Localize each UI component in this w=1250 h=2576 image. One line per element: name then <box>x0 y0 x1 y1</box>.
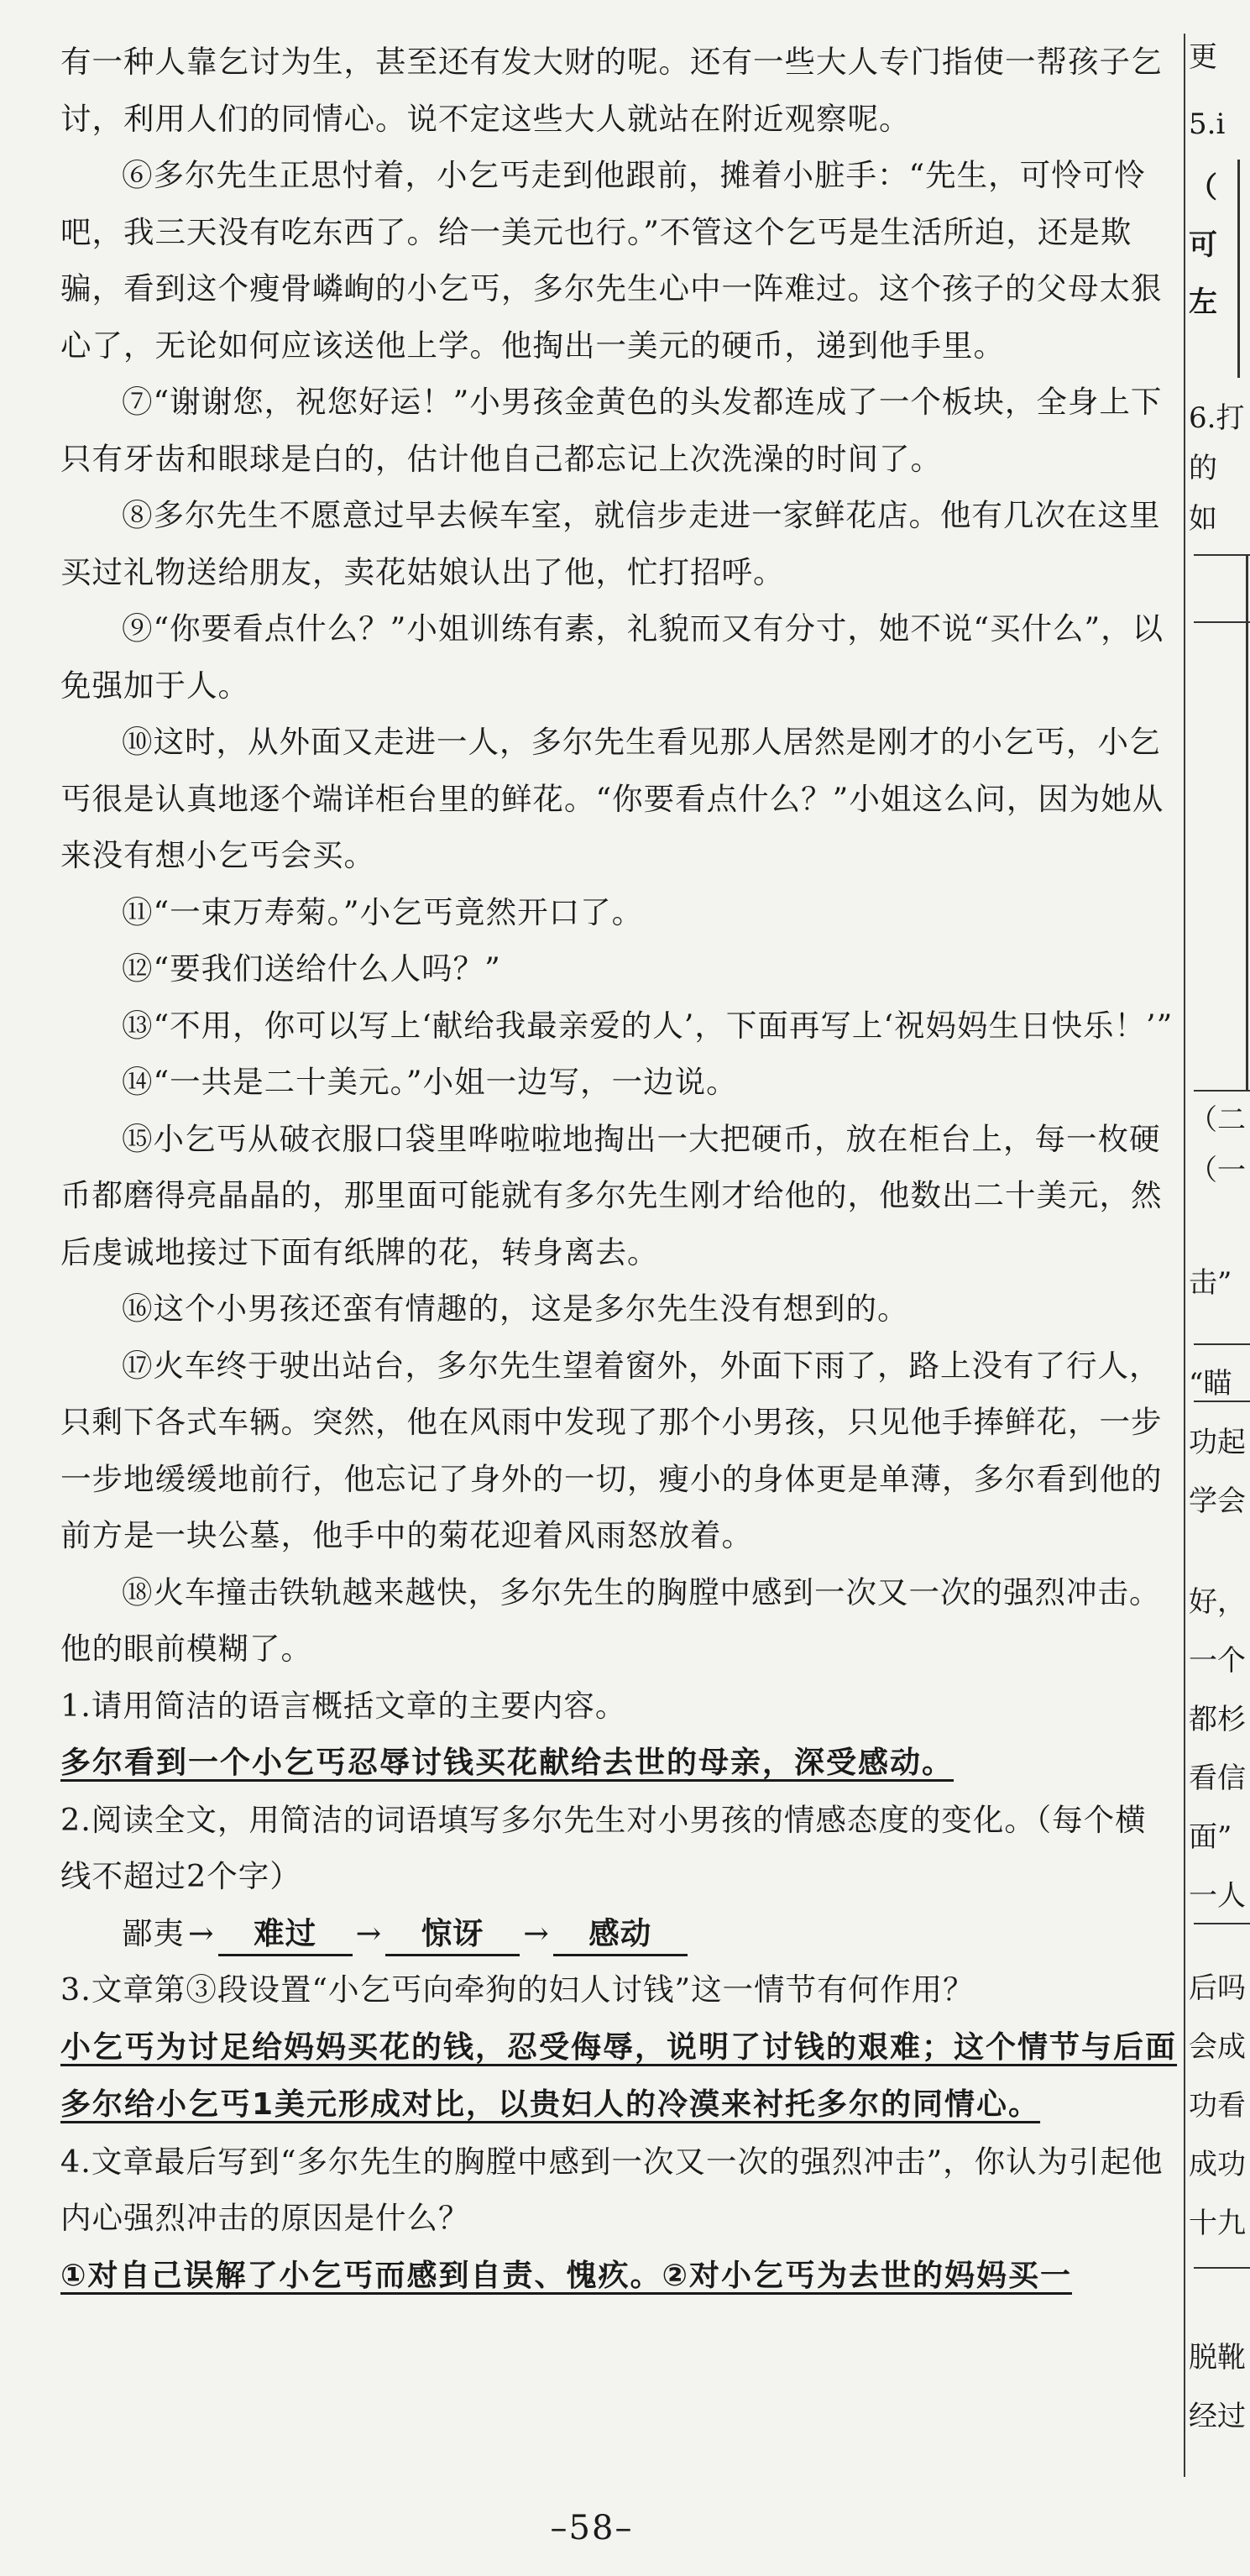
right-fragment: 十九 <box>1189 2207 1246 2240</box>
right-fragment: 面” <box>1189 1820 1232 1854</box>
right-rule <box>1194 1923 1250 1924</box>
blank-3: 感动 <box>553 1914 688 1956</box>
right-fragment: 都杉 <box>1189 1703 1246 1736</box>
question-1: 1.请用简洁的语言概括文章的主要内容。 <box>60 1687 627 1724</box>
paragraph-6: ⑥多尔先生正思忖着，小乞丐走到他跟前，摊着小脏手：“先生，可怜可怜吧，我三天没有吃东西了。给一美元也行。”不管这个乞丐是生活所迫，还是欺骗，看到这个瘦骨嶙峋的小乞丐，多尔先生心中一阵难过。这个孩子的父母太狠心了，无论如何应该送他上学。他掏出一美元的硬币，递到他手里。 <box>60 157 1163 364</box>
paragraph-14: ⑭“一共是二十美元。”小姐一边写，一边说。 <box>122 1064 738 1100</box>
right-column-fragment <box>1189 0 1250 2576</box>
right-table-line <box>1194 621 1250 623</box>
right-fragment: （一 <box>1189 1154 1246 1187</box>
right-fragment: （ <box>1189 171 1217 205</box>
answer-2-chain <box>60 1905 1177 1962</box>
question-2: 2.阅读全文，用简洁的词语填写多尔先生对小男孩的情感态度的变化。（每个横线不超过2个字） <box>60 1801 1147 1894</box>
right-table-border <box>1246 554 1248 1092</box>
paragraph-17: ⑰火车终于驶出站台，多尔先生望着窗外，外面下雨了，路上没有了行人，只剩下各式车辆。突然，他在风雨中发现了那个小男孩，只见他手捧鲜花，一步一步地缓缓地前行，他忘记了身外的一切，瘦小的身体更是单薄，多尔看到他的前方是一块公墓，他手中的菊花迎着风雨怒放着。 <box>60 1347 1163 1553</box>
right-table-line <box>1194 1090 1250 1092</box>
paragraph-8: ⑧多尔先生不愿意过早去候车室，就信步走进一家鲜花店。他有几次在这里买过礼物送给朋友，卖花姑娘认出了他，忙打招呼。 <box>60 497 1161 590</box>
right-fragment: 功起 <box>1189 1426 1246 1459</box>
paragraph-16: ⑯这个小男孩还蛮有情趣的，这是多尔先生没有想到的。 <box>122 1291 909 1327</box>
arrow-1: → <box>188 1914 215 1951</box>
column-divider <box>1184 34 1185 2477</box>
right-fragment: 的 <box>1189 452 1217 485</box>
answer-1: 多尔看到一个小乞丐忍辱讨钱买花献给去世的母亲，深受感动。 <box>60 1746 954 1780</box>
answer-3: 小乞丐为讨足给妈妈买花的钱，忍受侮辱，说明了讨钱的艰难；这个情节与后面多尔给小乞丐1美元形成对比，以贵妇人的冷漠来衬托多尔的同情心。 <box>60 2029 1178 2122</box>
paragraph-10: ⑩这时，从外面又走进一人，多尔先生看见那人居然是刚才的小乞丐，小乞丐很是认真地逐个端详柜台里的鲜花。“你要看点什么？”小姐这么问，因为她从来没有想小乞丐会买。 <box>60 724 1164 873</box>
paragraph-7: ⑦“谢谢您，祝您好运！”小男孩金黄色的头发都连成了一个板块，全身上下只有牙齿和眼球是白的，估计他自己都忘记上次洗澡的时间了。 <box>60 384 1163 477</box>
right-fragment: 6.打 <box>1189 401 1245 435</box>
paragraph-15: ⑮小乞丐从破衣服口袋里哗啦啦地掏出一大把硬币，放在柜台上，每一枚硬币都磨得亮晶晶的，那里面可能就有多尔先生刚才给他的，他数出二十美元，然后虔诚地接过下面有纸牌的花，转身离去。 <box>60 1120 1163 1270</box>
paragraph-12: ⑫“要我们送给什么人吗？” <box>122 950 501 987</box>
blank-1: 难过 <box>218 1914 353 1956</box>
right-fragment: 成功 <box>1189 2148 1246 2181</box>
right-fragment: 可 <box>1189 228 1217 262</box>
right-fragment: “瞄 <box>1189 1367 1232 1401</box>
right-fragment: 一个 <box>1189 1644 1246 1678</box>
right-fragment: 功看 <box>1189 2089 1246 2123</box>
right-bracket-line <box>1237 160 1240 378</box>
paragraph-5-continued: 有一种人靠乞讨为生，甚至还有发大财的呢。还有一些大人专门指使一帮孩子乞讨，利用人们的同情心。说不定这些大人就站在附近观察呢。 <box>60 44 1163 137</box>
right-fragment: 更 <box>1189 40 1217 74</box>
blank-2: 惊讶 <box>385 1914 520 1956</box>
right-fragment: 学会 <box>1189 1484 1246 1518</box>
arrow-3: → <box>523 1914 550 1951</box>
answer-4: ①对自己误解了小乞丐而感到自责、愧疚。②对小乞丐为去世的妈妈买一 <box>60 2258 1072 2293</box>
right-fragment: 看信 <box>1189 1762 1246 1795</box>
right-fragment: 好， <box>1189 1585 1246 1619</box>
right-fragment: 脱靴 <box>1189 2341 1246 2374</box>
question-3: 3.文章第③段设置“小乞丐向牵狗的妇人讨钱”这一情节有何作用？ <box>60 1971 975 2008</box>
right-fragment: 后吗 <box>1189 1971 1246 2005</box>
right-table-line <box>1194 554 1250 556</box>
right-rule <box>1194 1401 1250 1402</box>
right-fragment: 5.i <box>1189 107 1226 141</box>
right-fragment: 左 <box>1189 285 1217 319</box>
right-rule <box>1194 2267 1250 2269</box>
chain-start: 鄙夷 <box>122 1914 185 1951</box>
page-number: –58– <box>550 2509 634 2547</box>
paragraph-13: ⑬“不用，你可以写上‘献给我最亲爱的人’，下面再写上‘祝妈妈生日快乐！’” <box>122 1007 1174 1044</box>
paragraph-18: ⑱火车撞击铁轨越来越快，多尔先生的胸膛中感到一次又一次的强烈冲击。他的眼前模糊了。 <box>60 1573 1161 1667</box>
right-fragment: 一人 <box>1189 1879 1246 1913</box>
right-fragment: 会成 <box>1189 2030 1246 2064</box>
paragraph-11: ⑪“一束万寿菊。”小乞丐竟然开口了。 <box>122 893 644 930</box>
right-fragment: 经过 <box>1189 2400 1246 2433</box>
right-fragment: 击” <box>1189 1266 1232 1300</box>
main-text-column <box>60 34 1177 2304</box>
paragraph-9: ⑨“你要看点什么？”小姐训练有素，礼貌而又有分寸，她不说“买什么”，以免强加于人。 <box>60 610 1164 704</box>
question-4: 4.文章最后写到“多尔先生的胸膛中感到一次又一次的强烈冲击”，你认为引起他内心强烈冲击的原因是什么？ <box>60 2143 1164 2236</box>
right-fragment: 如 <box>1189 502 1217 536</box>
arrow-2: → <box>355 1914 383 1951</box>
right-fragment: （二 <box>1189 1103 1246 1137</box>
right-rule <box>1194 1343 1250 1345</box>
